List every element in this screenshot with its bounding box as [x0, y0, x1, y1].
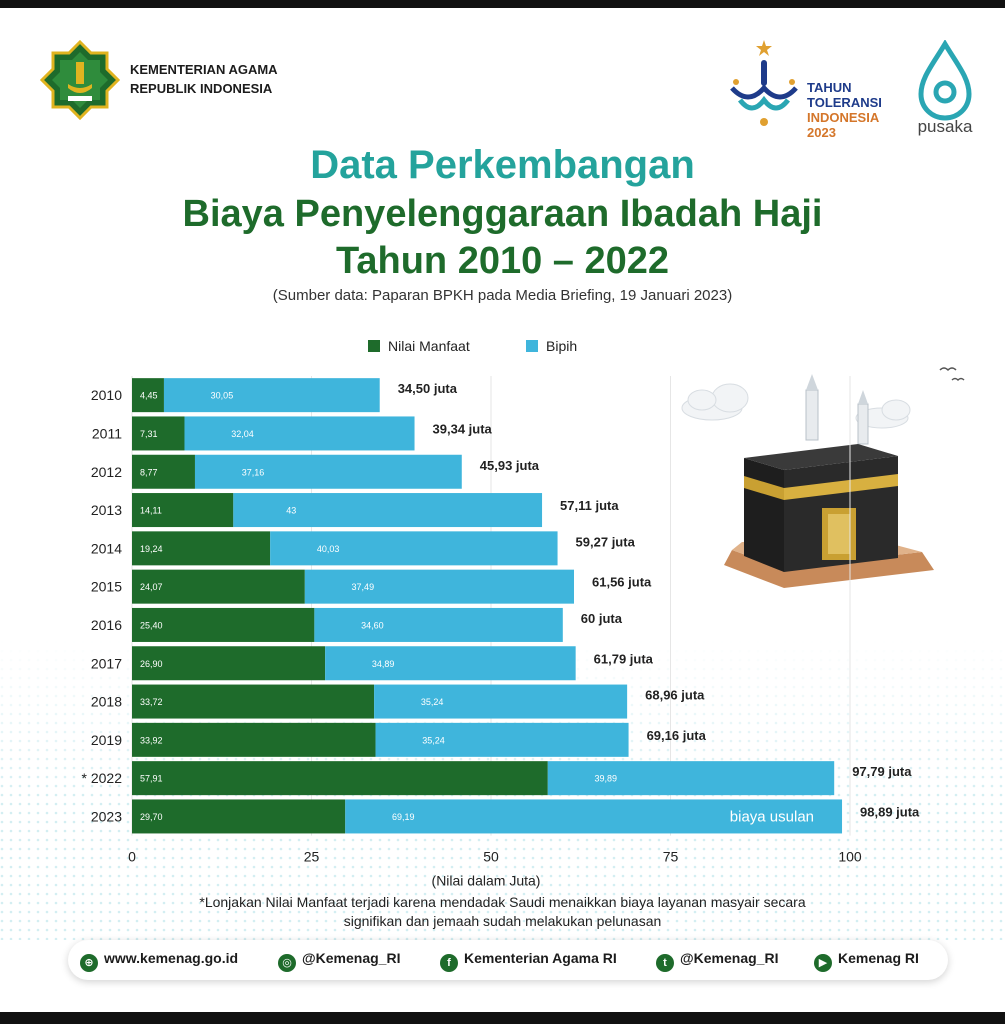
- title-line-3: Tahun 2010 – 2022: [335, 240, 670, 282]
- category-label: 2019: [90, 731, 122, 748]
- data-label-bipih: 34,89: [371, 658, 395, 669]
- x-axis-label: (Nilai dalam Juta): [431, 872, 541, 889]
- bar-nilai-manfaat: [132, 685, 374, 719]
- bar-bipih: [374, 685, 627, 719]
- data-label-bipih: 35,24: [420, 697, 444, 708]
- legend-swatch-nilai-manfaat: [368, 340, 380, 352]
- bar-bipih: [548, 761, 834, 795]
- total-label: 59,27 juta: [575, 534, 635, 550]
- category-label: 2023: [90, 808, 122, 825]
- data-label-nilai-manfaat: 29,70: [140, 811, 163, 822]
- footer-social-bar: [68, 940, 948, 980]
- category-label: 2017: [90, 655, 122, 672]
- org-line-2: REPUBLIK INDONESIA: [130, 81, 273, 96]
- total-label: 57,11 juta: [560, 498, 619, 514]
- data-label-nilai-manfaat: 57,91: [140, 773, 163, 784]
- category-label: 2012: [90, 463, 122, 480]
- x-tick-label: 25: [303, 848, 320, 865]
- facebook-label: Kementerian Agama RI: [464, 950, 617, 966]
- toleransi-line-4: 2023: [807, 125, 836, 140]
- bar-bipih: [325, 646, 576, 680]
- organization-name: [130, 60, 278, 98]
- data-label-bipih: 30,05: [210, 390, 234, 401]
- twitter-label: @Kemenag_RI: [680, 950, 779, 966]
- x-tick-label: 100: [838, 848, 862, 865]
- instagram-label: @Kemenag_RI: [302, 950, 401, 966]
- tahun-toleransi-text: [807, 80, 882, 140]
- bar-nilai-manfaat: [132, 799, 345, 833]
- total-label: 34,50 juta: [397, 381, 457, 397]
- data-label-bipih: 43: [286, 505, 297, 516]
- top-border: [0, 0, 1005, 8]
- instagram-icon: ◎: [278, 954, 296, 972]
- category-label: 2013: [90, 502, 122, 519]
- footnote: [0, 893, 1005, 931]
- title-line-2: Biaya Penyelenggaraan Ibadah Haji: [182, 193, 823, 235]
- footnote-line-2: signifikan dan jemaah sudah melakukan pelunasan: [343, 913, 662, 929]
- bar-nilai-manfaat: [132, 723, 376, 757]
- youtube-label: Kemenag RI: [838, 950, 919, 966]
- data-label-nilai-manfaat: 33,72: [140, 697, 163, 708]
- data-label-bipih: 69,19: [391, 811, 415, 822]
- globe-icon: ⊕: [80, 954, 98, 972]
- total-label: 97,79 juta: [852, 764, 912, 780]
- category-label: 2018: [90, 693, 122, 710]
- category-label: 2015: [90, 578, 122, 595]
- bar-bipih: [195, 455, 462, 489]
- pusaka-wordmark: pusaka: [917, 117, 973, 136]
- data-label-nilai-manfaat: 7,31: [140, 428, 158, 439]
- bar-bipih: [233, 493, 542, 527]
- category-label: * 2022: [81, 770, 122, 787]
- category-label: 2011: [91, 425, 122, 442]
- chart-axis: [128, 849, 862, 889]
- data-label-nilai-manfaat: 33,92: [140, 735, 163, 746]
- footer-twitter-link[interactable]: [656, 950, 778, 972]
- data-label-nilai-manfaat: 26,90: [140, 658, 163, 669]
- data-label-bipih: 34,60: [361, 620, 384, 631]
- category-label: 2016: [90, 616, 122, 633]
- youtube-icon: ▶: [814, 954, 832, 972]
- legend-item-nilai-manfaat: [368, 338, 470, 354]
- footer-youtube-link[interactable]: [814, 950, 919, 972]
- org-line-1: KEMENTERIAN AGAMA: [130, 62, 278, 77]
- legend-swatch-bipih: [526, 340, 538, 352]
- total-label: 39,34 juta: [432, 421, 492, 437]
- x-tick-label: 50: [483, 848, 499, 865]
- facebook-icon: f: [440, 954, 458, 972]
- bar-bipih: [314, 608, 562, 642]
- total-label: 45,93 juta: [479, 457, 540, 473]
- data-label-bipih: 39,89: [594, 773, 618, 784]
- toleransi-line-1: TAHUN: [807, 80, 852, 95]
- data-label-bipih: 40,03: [316, 543, 340, 554]
- title-line-1: Data Perkembangan: [310, 143, 695, 187]
- toleransi-line-2: TOLERANSI: [807, 95, 882, 110]
- toleransi-line-3: INDONESIA: [807, 110, 880, 125]
- total-label: 61,79 juta: [593, 651, 653, 667]
- data-label-nilai-manfaat: 25,40: [140, 620, 163, 631]
- data-label-nilai-manfaat: 4,45: [140, 390, 158, 401]
- annotation-label: biaya usulan: [729, 808, 815, 826]
- data-label-bipih: 32,04: [231, 428, 254, 439]
- bar-bipih: [376, 723, 629, 757]
- total-label: 60 juta: [580, 610, 622, 626]
- x-tick-label: 75: [662, 848, 679, 865]
- data-label-nilai-manfaat: 19,24: [140, 543, 163, 554]
- footnote-line-1: *Lonjakan Nilai Manfaat terjadi karena mendadak Saudi menaikkan biaya layanan masyair secara: [199, 894, 806, 910]
- total-label: 98,89 juta: [860, 804, 920, 820]
- footer-instagram-link[interactable]: [278, 950, 400, 972]
- bar-bipih: [184, 416, 414, 450]
- pusaka-logo-icon: [905, 40, 985, 136]
- footer-website-link[interactable]: [80, 950, 238, 972]
- bar-bipih: [164, 378, 380, 412]
- x-tick-label: 0: [128, 848, 136, 865]
- bottom-border: [0, 1012, 1005, 1024]
- bar-nilai-manfaat: [132, 761, 548, 795]
- data-label-nilai-manfaat: 8,77: [140, 467, 158, 478]
- legend-label-bipih: Bipih: [546, 338, 578, 354]
- legend-label-nilai-manfaat: Nilai Manfaat: [388, 338, 470, 354]
- data-label-bipih: 37,16: [241, 467, 265, 478]
- category-label: 2010: [90, 387, 122, 404]
- data-label-nilai-manfaat: 14,11: [140, 505, 162, 516]
- bar-bipih: [270, 531, 557, 565]
- bar-chart: [0, 360, 1005, 890]
- kemenag-logo-icon: [40, 40, 120, 120]
- tahun-toleransi-logo-icon: [726, 38, 802, 130]
- legend-item-bipih: [526, 338, 577, 354]
- source-note: (Sumber data: Paparan BPKH pada Media Briefing, 19 Januari 2023): [272, 287, 733, 304]
- category-label: 2014: [90, 540, 122, 557]
- data-label-nilai-manfaat: 24,07: [140, 582, 163, 593]
- footer-facebook-link[interactable]: [440, 950, 617, 972]
- total-label: 69,16 juta: [646, 727, 706, 743]
- total-label: 68,96 juta: [645, 687, 705, 703]
- data-label-bipih: 35,24: [422, 735, 445, 746]
- chart-bars: [82, 378, 921, 833]
- data-label-bipih: 37,49: [351, 582, 375, 593]
- bar-bipih: [305, 570, 574, 604]
- total-label: 61,56 juta: [592, 574, 652, 590]
- website-label: www.kemenag.go.id: [104, 950, 239, 966]
- twitter-icon: t: [656, 954, 674, 972]
